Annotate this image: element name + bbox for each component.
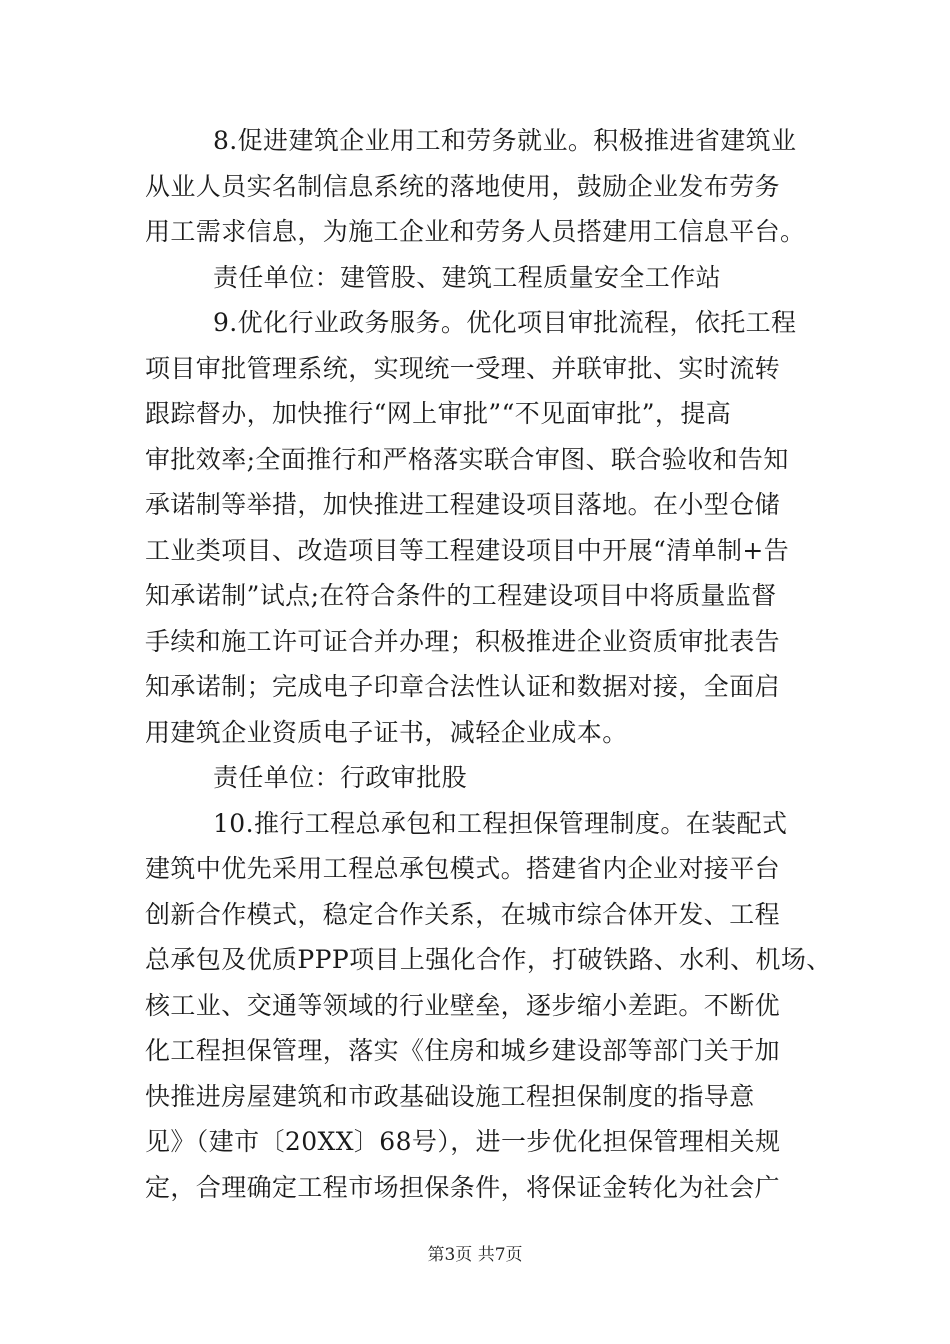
text-line: 用建筑企业资质电子证书，减轻企业成本。: [145, 717, 628, 747]
text-line: 创新合作模式，稳定合作关系，在城市综合体开发、工程: [145, 899, 781, 929]
text-line: 10.推行工程总承包和工程担保管理制度。在装配式: [213, 808, 788, 838]
page-footer: 第3页 共7页: [427, 1245, 523, 1265]
text-line: 责任单位：行政审批股: [213, 763, 468, 792]
text-line: 知承诺制；完成电子印章合法性认证和数据对接，全面启: [145, 672, 781, 701]
text-line: 审批效率;全面推行和严格落实联合审图、联合验收和告知: [145, 444, 789, 474]
text-line: 9.优化行业政务服务。优化项目审批流程，依托工程: [213, 308, 797, 337]
text-line: 知承诺制”试点;在符合条件的工程建设项目中将质量监督: [145, 581, 777, 610]
text-line: 从业人员实名制信息系统的落地使用，鼓励企业发布劳务: [145, 171, 781, 201]
text-line: 核工业、交通等领域的行业壁垒，逐步缩小差距。不断优: [145, 990, 781, 1020]
text-line: 化工程担保管理，落实《住房和城乡建设部等部门关于加: [145, 1036, 781, 1065]
document-body: [145, 118, 832, 1210]
text-line: 见》（建市〔20XX〕68号），进一步优化担保管理相关规: [145, 1127, 781, 1156]
text-line: 定，合理确定工程市场担保条件，将保证金转化为社会广: [145, 1172, 781, 1202]
text-line: 承诺制等举措，加快推进工程建设项目落地。在小型仓储: [145, 490, 781, 519]
text-line: 责任单位：建管股、建筑工程质量安全工作站: [213, 262, 722, 292]
text-line: 手续和施工许可证合并办理；积极推进企业资质审批表告: [145, 626, 781, 656]
text-line: 跟踪督办，加快推行“网上审批”“不见面审批”，提高: [145, 399, 732, 428]
text-line: 用工需求信息，为施工企业和劳务人员搭建用工信息平台。: [145, 217, 806, 246]
text-line: 项目审批管理系统，实现统一受理、并联审批、实时流转: [145, 353, 781, 383]
text-line: 8.促进建筑企业用工和劳务就业。积极推进省建筑业: [213, 126, 797, 155]
text-line: 总承包及优质PPP项目上强化合作，打破铁路、水利、机场、: [145, 945, 832, 974]
text-line: 建筑中优先采用工程总承包模式。搭建省内企业对接平台: [145, 854, 781, 883]
text-line: 工业类项目、改造项目等工程建设项目中开展“清单制+告: [145, 535, 790, 565]
text-line: 快推进房屋建筑和市政基础设施工程担保制度的指导意: [145, 1081, 755, 1111]
